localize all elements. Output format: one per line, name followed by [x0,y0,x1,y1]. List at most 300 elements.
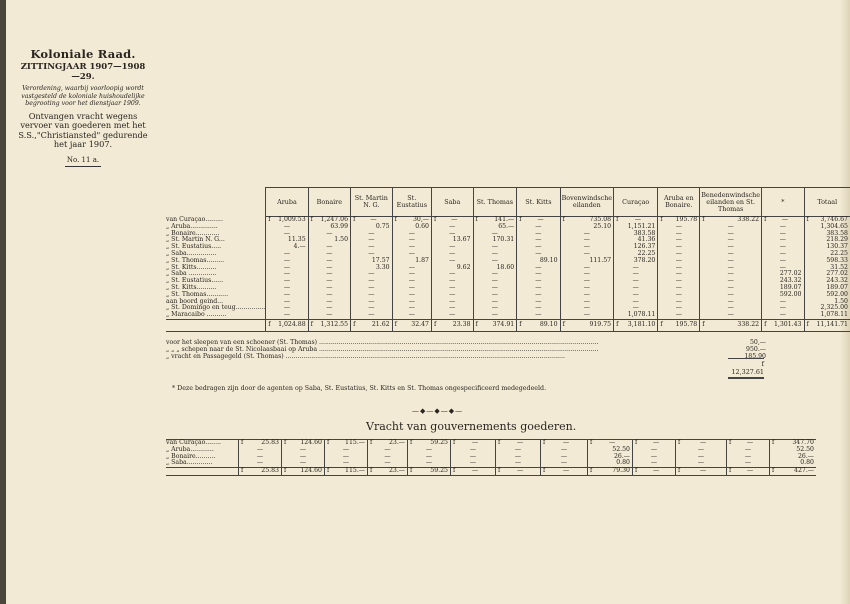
cell-content [702,322,759,329]
cell-value: — [563,439,570,446]
table-cell [473,319,517,331]
cell-content [590,460,630,467]
cell-content [729,460,767,467]
cell-value: 374.91 [492,320,515,328]
currency-sign: f [543,467,546,475]
cell-value: — [408,263,415,271]
extra-label: „ vracht en Passagegeld (St. Thomas) .............................................................................................................................................. [166,353,565,361]
subject-text: Ontvangen vracht wegens vervoer van goederen met het S.S.,"Christiansted" gedurende het jaar 1907. [18,110,148,149]
table-cell [351,319,393,331]
cell-value: 59.25 [430,467,448,475]
cell-value: — [368,270,375,278]
row-label: „ St. Kitts.......... [166,263,217,271]
extra-label: voor het sleepen van een schoener (St. Thomas) .............................................................................................................................................. [166,339,599,346]
cell-value: 170.31 [492,236,515,244]
cell-value: — [283,222,291,230]
currency-sign: f [353,320,356,328]
table-cell [614,319,658,331]
column-header: St. Martin N. G. [351,188,393,217]
cell-value: 30,— [412,216,429,223]
cell-value: — [326,304,333,312]
cell-value: — [491,283,498,291]
cell-value: — [451,216,458,223]
currency-sign: f [702,320,705,328]
cell-value: — [384,459,391,467]
currency-sign: f [806,320,809,328]
cell-value: — [256,452,264,460]
cell-value: 41.36 [637,236,656,244]
cell-content [453,460,493,467]
cell-value: — [408,249,415,257]
currency-sign: f [310,216,313,223]
cell-value: — [342,459,350,467]
cell-content [327,468,365,475]
column-header: Totaal [804,188,850,217]
currency-sign: f [394,320,397,328]
extra-row [166,339,766,346]
row-label: „ Saba............. [166,459,213,467]
cell-content [678,460,724,467]
cell-value: — [727,263,734,271]
cell-value: — [675,304,682,312]
cell-value: — [491,290,498,298]
cell-value: 338.22 [737,216,760,223]
cell-value: — [491,256,498,264]
cell-value: — [727,236,734,244]
currency-sign: f [660,216,663,223]
cell-value: 63.99 [330,222,349,230]
cell-value: 22.25 [637,249,656,257]
cell-value: — [727,243,734,251]
cell-value: — [469,452,477,460]
cell-value: — [408,290,415,298]
cell-value: 59.25 [430,439,448,446]
cell-value: — [583,304,590,312]
cell-value: 1,078.11 [627,311,656,319]
government-freight-table [166,439,816,476]
cell-value: — [535,236,542,244]
cell-value: — [449,311,456,319]
cell-value: 115.— [345,467,365,475]
currency-sign: f [394,216,397,223]
cell-value: — [727,304,734,312]
currency-sign: f [590,439,593,446]
cell-value: — [779,311,786,319]
column-header: Aruba en Bonaire. [658,188,700,217]
table-row [166,271,850,278]
cell-value: — [697,445,705,453]
cell-value: — [491,304,498,312]
currency-sign: f [729,439,732,446]
currency-sign: f [353,216,356,223]
currency-sign: f [370,467,373,475]
cell-value: — [560,459,568,467]
table-cell [282,468,325,476]
council-title: Koloniale Raad. [30,47,136,61]
table-cell [368,468,408,476]
row-label: „ Aruba............ [166,445,214,453]
decree-text: Verordening, waarbij voorloopig wordt vastgesteld de koloniale huishoudelijke begrooting voor het dienstjaar 1909. [21,85,145,107]
row-label: „ St. Eustatius..... [166,243,222,251]
cell-value: — [491,270,498,278]
row-label: „ St. Eustatius...... [166,277,224,285]
table-cell [633,468,676,476]
cell-value: — [727,229,734,237]
cell-content [353,312,390,319]
currency-sign: f [678,439,681,446]
cell-value: — [283,249,291,257]
cell-value: 111.57 [589,256,612,264]
table-cell [496,468,541,476]
cell-value: — [368,283,375,291]
cell-value: — [368,297,375,305]
cell-value: 1,151.21 [627,222,656,230]
cell-value: — [491,297,498,305]
cell-value: — [535,277,542,285]
extra-amount: 50,— [749,339,766,346]
cell-value: — [472,467,479,475]
cell-value: — [425,445,433,453]
cell-value: 243.32 [826,277,848,285]
cell-value: — [425,452,433,460]
cell-value: — [326,263,333,271]
cell-value: — [632,277,639,285]
cell-content [635,460,673,467]
cell-value: — [583,243,590,251]
cell-content [284,468,322,475]
cell-value: 919.75 [589,320,612,328]
column-header: St. Kitts [517,188,560,217]
cell-value: — [727,256,734,264]
cell-value: 0.75 [375,222,390,230]
currency-sign: f [616,320,619,328]
cell-value: 735.08 [589,216,612,223]
cell-value: — [675,290,682,298]
cell-value: — [583,290,590,298]
table-cell [517,319,560,331]
cell-value: — [449,249,456,257]
cell-value: 189.07 [779,283,802,291]
cell-value: — [408,311,415,319]
cell-value: — [491,243,498,251]
cell-value: 52.50 [612,445,630,453]
cell-value: — [727,290,734,298]
cell-content [660,312,697,319]
binding-edge [0,0,6,604]
table-cell [308,319,350,331]
cell-value: — [535,270,542,278]
cell-value: — [779,222,786,230]
cell-value: — [449,270,456,278]
cell-content [395,322,429,329]
extra-row [166,353,766,360]
cell-value: — [747,467,754,475]
table-row [166,454,816,461]
cell-content [370,468,405,475]
cell-value: — [368,277,375,285]
cell-value: — [283,270,291,278]
cell-value: 23.— [388,467,405,475]
currency-sign: f [519,216,522,223]
cell-content [563,322,612,329]
cell-content [764,312,801,319]
cell-value: — [283,290,291,298]
cell-value: — [727,311,734,319]
cell-value: — [779,304,786,312]
cell-content [311,312,348,319]
cell-value: — [779,263,786,271]
cell-value: 32.47 [411,320,429,328]
table-row [166,244,850,251]
currency-sign: f [433,320,437,328]
cell-value: — [535,249,542,257]
cell-value: 124.60 [300,467,322,475]
table-cell [541,468,588,476]
cell-value: 189.07 [826,283,848,291]
cell-content [476,312,515,319]
row-label: aan boord geind... [166,297,224,305]
cell-value: — [583,236,590,244]
cell-value: — [583,297,590,305]
cell-value: — [256,445,264,453]
ornament-divider: —◆—◆—◆— [412,407,464,415]
currency-sign: f [475,216,478,223]
cell-value: 2,325.00 [820,304,848,312]
cell-value: — [535,222,542,230]
cell-value: — [675,277,682,285]
cell-value: — [675,243,682,251]
currency-sign: f [498,439,501,446]
cell-value: — [449,297,456,305]
cell-value: 22.25 [830,249,848,257]
currency-sign: f [635,467,638,475]
table-row [166,285,850,292]
cell-content [635,468,673,475]
cell-value: 383.58 [826,229,848,237]
cell-value: — [514,459,522,467]
cell-value: 383.58 [633,229,656,237]
table-row [166,440,816,447]
cell-value: — [368,304,375,312]
cell-value: — [491,229,498,237]
cell-value: — [368,311,375,319]
cell-value: — [368,290,375,298]
cell-value: — [408,283,415,291]
cell-content [327,460,365,467]
cell-value: — [283,229,291,237]
cell-value: — [583,229,590,237]
cell-value: — [583,277,590,285]
cell-content [519,312,557,319]
cell-value: — [535,263,542,271]
cell-value: — [537,216,544,223]
cell-value: 338.22 [737,320,760,328]
cell-value: — [326,243,333,251]
row-label: „ Aruba.............. [166,222,218,230]
cell-value: — [781,216,789,223]
cell-value: — [744,445,752,453]
extra-row [166,346,766,353]
cell-value: — [650,445,658,453]
cell-value: — [326,277,333,285]
cell-value: — [650,452,658,460]
table-cell [266,312,308,319]
table-row [166,447,816,454]
cell-value: 1.87 [415,256,429,264]
cell-value: — [283,311,291,319]
column-header: Bovenwindsche eilanden [560,188,614,217]
row-label: „ St. Domingo en teug............... [166,304,266,312]
cell-value: — [535,311,542,319]
currency-sign: f [590,467,593,475]
cell-value: — [535,243,542,251]
cell-value: 243.32 [779,277,802,285]
table-row [166,299,850,306]
currency-sign: f [370,439,373,446]
table-cell [351,312,393,319]
cell-value: 1.50 [834,297,848,305]
cell-content [311,322,348,329]
cell-value: — [535,229,542,237]
table-cell [727,468,770,476]
cell-value: — [727,277,734,285]
cell-value: 52.50 [796,445,814,453]
cell-value: — [469,445,477,453]
cell-value: — [514,452,522,460]
cell-value: — [449,304,456,312]
cell-value: — [326,311,333,319]
cell-value: 31.52 [830,263,848,271]
table-cell [431,319,473,331]
cell-value: — [326,290,333,298]
cell-content [410,468,448,475]
cell-value: — [283,297,291,305]
cell-value: 427.— [794,467,814,475]
cell-value: — [675,229,682,237]
currency-sign: f [635,439,638,446]
extra-label: „ „ „ schepen naar de St. Nicolaasbaai op Aruba .............................................................................................................................................. [166,346,599,354]
currency-sign: f [678,467,681,475]
divider [65,166,101,167]
currency-sign: f [284,467,287,475]
cell-value: — [675,297,682,305]
cell-value: 1,009.53 [278,216,306,223]
cell-value: — [449,256,456,264]
row-label: „ Maracaibo .......... [166,311,227,319]
cell-value: — [535,283,542,291]
extra-amount: 950.— [746,346,766,354]
cell-content [543,468,585,475]
cell-value: — [299,459,307,467]
cell-content [772,468,814,475]
cell-value: — [583,249,590,257]
column-header: Saba [431,188,473,217]
cell-value: 26.— [797,452,814,460]
cell-value: 115.— [345,439,365,446]
column-header: Curaçao [614,188,658,217]
cell-value: — [299,445,307,453]
row-label [166,319,266,331]
cell-value: — [283,283,291,291]
column-header: * [762,188,804,217]
currency-sign: f [702,216,705,223]
cell-value: — [491,249,498,257]
column-header: Benedenwindsche eilanden en St. Thomas [700,188,762,217]
currency-sign: f [562,320,565,328]
cell-value: 18.60 [496,263,515,271]
currency-sign: f [729,467,732,475]
cell-value: — [326,270,333,278]
cell-content [498,468,538,475]
cell-value: — [653,467,660,475]
cell-value: — [326,249,333,257]
cell-value: — [449,222,456,230]
row-label: „ St. Thomas........... [166,290,229,298]
table-row [166,224,850,231]
cell-value: — [675,249,682,257]
cell-value: — [535,304,542,312]
cell-value: — [408,297,415,305]
cell-content [370,460,405,467]
cell-value: — [634,216,641,223]
cell-value: — [675,222,682,230]
currency-sign: f [453,467,456,475]
cell-value: — [449,277,456,285]
cell-content [678,468,724,475]
table-cell [560,312,614,319]
table-row [166,251,850,258]
currency-sign: f [433,216,437,223]
row-label: „ Saba............... [166,249,217,257]
column-header: Aruba [266,188,308,217]
cell-content [702,312,759,319]
cell-value: — [744,459,752,467]
currency-sign: f [284,439,287,446]
table-row [166,305,850,312]
cell-value: — [368,243,375,251]
cell-value: — [535,297,542,305]
currency-sign: f [772,439,775,446]
cell-value: — [283,256,291,264]
cell-value: 23.38 [452,320,471,328]
cell-value: — [563,467,570,475]
table-cell [770,468,817,476]
cell-value: — [449,283,456,291]
cell-value: — [326,297,333,305]
cell-value: — [368,236,375,244]
table-cell [392,319,431,331]
column-header: St. Eustatius [392,188,431,217]
cell-content [268,312,305,319]
currency-sign: f [327,439,330,446]
cell-content [268,322,305,329]
cell-content [764,322,801,329]
cell-value: 592.00 [779,290,802,298]
table-cell [700,312,762,319]
cell-value: — [469,459,477,467]
cell-value: 1,312.55 [320,320,349,328]
cell-value: 130.37 [826,243,848,251]
cell-value: 1,304.65 [820,222,848,230]
cell-content [410,460,448,467]
currency-sign: f [498,467,501,475]
cell-value: — [517,439,524,446]
currency-sign: f [764,216,767,223]
document-number: No. 11 a. [66,155,100,164]
cell-value: — [653,439,660,446]
cell-value: 23.— [388,439,405,446]
cell-value: — [560,452,568,460]
